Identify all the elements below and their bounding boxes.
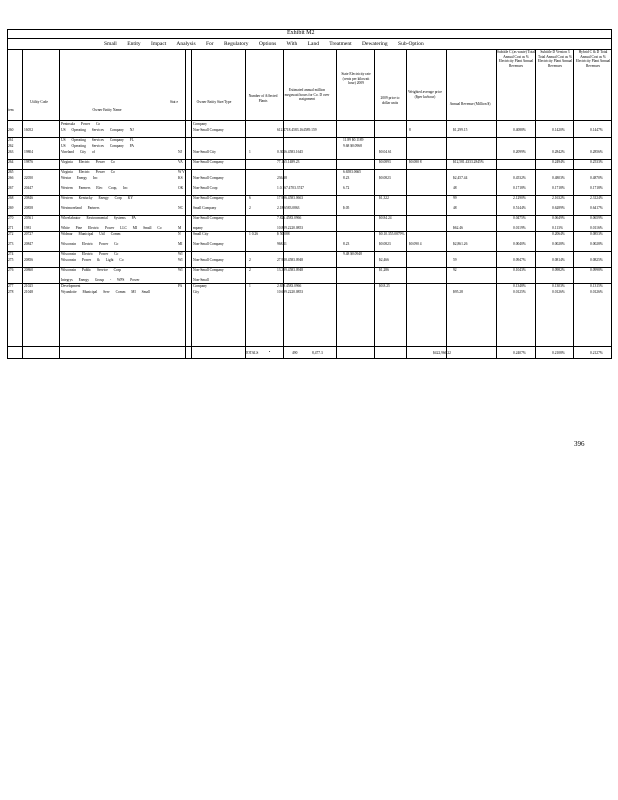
column-divider [245, 49, 246, 359]
table-cell-d: 0.6289% [552, 206, 565, 210]
table-cell-name: US Operating Services Company FL [61, 138, 134, 142]
table-cell-plants: 1 [249, 284, 251, 288]
table-cell-d: 0.0028% [552, 242, 565, 246]
table-cell-size: Non-Small Company [193, 242, 224, 246]
table-cell-h: 2.3124% [590, 196, 603, 200]
col-header-item: Item [7, 108, 14, 112]
table-cell-d: 0.0649% [552, 216, 565, 220]
table-cell-code: 20846 [24, 196, 33, 200]
table-cell-size: Non-Small Coop [193, 186, 218, 190]
column-divider [59, 49, 60, 359]
table-cell-c: 0.2099% [513, 150, 526, 154]
table-cell-size: mpany [193, 226, 203, 230]
table-cell-c: 0.1348% [513, 284, 526, 288]
table-cell-plants: 6 [249, 196, 251, 200]
table-cell-h: 0.6417% [590, 206, 603, 210]
table-cell-plants: 2 [249, 206, 251, 210]
column-divider [573, 49, 574, 359]
table-cell-item: 273 [8, 242, 14, 246]
table-cell-rev: $2,457.44 [453, 176, 468, 180]
table-cell-name: White Pine Electric Power LLC MI Small Co [61, 226, 162, 230]
col-header-hybrid: Hybrid C & D Total Annual Cost as % Electricity Plant Annual Revenues [575, 50, 611, 68]
table-cell-h: 0.1447% [590, 128, 603, 132]
totals-subtitle-c: 0.2407% [513, 351, 526, 355]
table-cell-rev: 99 [453, 196, 457, 200]
table-cell-item: 271 [8, 226, 14, 230]
table-cell-rate: 9.48 $0.0948 [343, 252, 362, 256]
col-header-weighted-price: Weighted average price ($per kwhour) [408, 90, 442, 99]
table-cell-d: 0.2494% [552, 160, 565, 164]
table-cell-name: Westmoreland Partners [61, 206, 100, 210]
column-divider [336, 49, 337, 359]
table-cell-code: 21048 [24, 290, 33, 294]
table-cell-name: Wisconsin Electric Power Co [61, 252, 119, 256]
table-cell-price: $0.84.24 [379, 216, 392, 220]
table-cell-mwh: 27.918.4583.0948 [277, 258, 304, 262]
table-cell-d: 0.0982% [552, 268, 565, 272]
column-divider [374, 49, 375, 359]
table-cell-d: 0.1718% [552, 186, 565, 190]
table-cell-mwh: 17.996.4583.0663 [277, 196, 304, 200]
table-cell-item: 276 [8, 268, 14, 272]
table-cell-state: PA [178, 284, 183, 288]
col-header-owner-entity-name: Owner Entity Name [92, 108, 122, 112]
col-header-subtitle-c: Subtitle C (as waste) Total Annual Cost as % Electricity Plant Annual Revenues [497, 50, 536, 68]
table-cell-wavg: $0.080 8 [409, 160, 422, 164]
table-cell-code: 22050 [24, 176, 33, 180]
table-cell-item: 263 [8, 150, 14, 154]
col-header-number-plants: Number of Affected Plants [248, 94, 278, 103]
table-cell-c: 0.4532% [513, 176, 526, 180]
col-header-state: Stat e [169, 100, 179, 104]
exhibit-label: Exhibit M2 [287, 30, 315, 36]
table-cell-rev: $1,299.15 [453, 128, 468, 132]
column-divider [446, 49, 447, 359]
table-cell-item: 274 [8, 252, 14, 256]
table-cell-code: 20847 [24, 242, 33, 246]
col-header-estimated-mwh: Estimated annual million megawatt hours for Co. D over assignment [284, 88, 330, 102]
table-cell-mwh: 2.659.4583.0966 [277, 284, 302, 288]
table-cell-price: $0.10.355.0879% [379, 232, 405, 236]
table-cell-mwh: 968.11 [277, 242, 287, 246]
table-cell-rev: $62.46 [453, 226, 463, 230]
table-cell-price: $0.0823 [379, 176, 391, 180]
table-cell-c: 0.0119% [513, 226, 526, 230]
table-cell-size: Non-Small Company [193, 216, 224, 220]
table-cell-code: 20447 [24, 186, 33, 190]
table-cell-h: 0.1315% [590, 284, 603, 288]
table-cell-h: 0.0998% [590, 268, 603, 272]
table-cell-h: 0.2533% [590, 160, 603, 164]
totals-top-rule [7, 346, 611, 347]
table-cell-code: 21025 [24, 284, 33, 288]
table-cell-mwh: 0.3016.4583.1645 [277, 150, 304, 154]
table-cell-price: $2,466 [379, 258, 389, 262]
table-cell-code: 20858 [24, 206, 33, 210]
table-cell-name: Western Kentucky Energy Corp KY [61, 196, 133, 200]
table-cell-mwh: 612.4718.4583.164589.159 [277, 128, 317, 132]
table-cell-name: Widmar Municipal Util Comm [61, 232, 121, 236]
table-cell-price: $0.8.25 [379, 284, 390, 288]
table-cell-code: 16052 [24, 128, 33, 132]
table-cell-rate: 8.23 [343, 242, 350, 246]
table-cell-rev: $12,581.4333.2845% [453, 160, 484, 164]
table-cell-d: 0.1303% [552, 284, 565, 288]
table-cell-plants: 1 0.26 [249, 232, 258, 236]
table-cell-c: 0.0125% [513, 290, 526, 294]
table-cell-item: 262 [8, 144, 14, 148]
col-header-annual-revenue: Annual Revenue (Million $) [449, 102, 491, 106]
table-cell-item: 272 [8, 232, 14, 236]
table-cell-h: 0.0853% [590, 232, 603, 236]
table-cell-plants: 2 [249, 258, 251, 262]
totals-bottom-rule [7, 358, 611, 359]
table-cell-h: 0.0825% [590, 258, 603, 262]
table-cell-d: 0.0126% [552, 290, 565, 294]
table-cell-item: 265 [8, 170, 14, 174]
table-cell-c: 0.1043% [513, 268, 526, 272]
table-cell-c: 0.5144% [513, 206, 526, 210]
column-header-bottom-rule [7, 120, 611, 121]
table-cell-c: 2.1290% [513, 196, 526, 200]
table-cell-name: Wisconsin Public Service Corp [61, 268, 121, 272]
table-cell-mwh: 13.399.4583.0948 [277, 268, 304, 272]
table-cell-size: Non-Small [193, 278, 209, 282]
table-cell-name: Wheelabrator Environmental Systems PA [61, 216, 136, 220]
col-header-state-rate: State Electricity rate (cents per kilowatt hour) 2009 [341, 72, 371, 86]
table-cell-name: Peninsula Power Co [61, 122, 101, 126]
table-cell-name: Westar Energy Inc [61, 176, 98, 180]
table-cell-item: 261 [8, 138, 14, 142]
totals-subtitle-d: 0.2108% [552, 351, 565, 355]
totals-label: TOTALS [245, 351, 259, 355]
table-cell-size: Small City [193, 232, 209, 236]
table-cell-item: 270 [8, 216, 14, 220]
table-cell-state: NC [178, 206, 183, 210]
column-divider [191, 49, 192, 359]
table-cell-item: 278 [8, 290, 14, 294]
table-cell-rev: 92 [453, 268, 457, 272]
table-cell-item: 267 [8, 186, 14, 190]
table-cell-item: 260 [8, 128, 14, 132]
table-cell-rate: 8.23 [343, 176, 350, 180]
table-cell-state: WI [178, 258, 183, 262]
totals-mwh: 8,477.3 [312, 351, 323, 355]
table-cell-rev: $2,861.26 [453, 242, 468, 246]
table-cell-state: M [178, 226, 182, 230]
table-cell-state: OK [178, 186, 184, 190]
table-cell-price: $0.0823 [379, 242, 391, 246]
table-cell-rev: 48 [453, 186, 457, 190]
table-cell-rate: 9.68 $0.0968 [343, 144, 362, 148]
table-cell-item: 268 [8, 196, 14, 200]
table-cell-c: 0.0947% [513, 258, 526, 262]
column-divider [611, 29, 612, 359]
table-cell-price: $0.0893 [379, 160, 391, 164]
table-cell-wavg: 8 [409, 128, 411, 132]
table-cell-price: $0.04.61 [379, 150, 392, 154]
document-title: Small Entity Impact Analysis For Regulatory Options With Land Treatment Dewatering Sub-Option [104, 41, 424, 47]
column-divider [185, 49, 186, 359]
table-cell-code: 20561 [24, 216, 33, 220]
table-cell-mwh: 1.0.167.4703.3747 [277, 186, 304, 190]
column-divider [535, 49, 536, 359]
table-cell-h: 0.0116% [590, 226, 603, 230]
table-cell-h: 0.4870% [590, 176, 603, 180]
table-cell-mwh: 10.809.2220.0853 [277, 226, 304, 230]
table-cell-state: NJ [178, 150, 182, 154]
table-cell-rev: $95.28 [453, 290, 463, 294]
table-cell-item: 275 [8, 258, 14, 262]
totals-bullet: • [269, 350, 271, 354]
table-cell-price: $1,322 [379, 196, 389, 200]
table-cell-rate: 6.6583.0665 [343, 170, 361, 174]
table-cell-price: $1,286 [379, 268, 389, 272]
table-cell-name: Wisconsin Electric Power Co [61, 242, 119, 246]
table-cell-d: 0.0814% [552, 258, 565, 262]
table-cell-name: Vineland City of [61, 150, 95, 154]
col-header-price-dollar: 2009 price to dollar units [380, 96, 400, 105]
table-cell-size: Non-Small Company [193, 160, 224, 164]
table-cell-c: 0.4088% [513, 128, 526, 132]
table-cell-size: City [193, 290, 200, 294]
table-cell-state: MI [178, 242, 183, 246]
table-cell-item: 277 [8, 284, 14, 288]
table-cell-name: Development [61, 284, 81, 288]
table-cell-d: 0.113% [552, 226, 563, 230]
table-cell-d: 0.2064% [552, 232, 565, 236]
table-cell-state: VA [178, 160, 183, 164]
table-cell-h: 0.0028% [590, 242, 603, 246]
table-cell-size: Company [193, 284, 207, 288]
table-cell-size: Non-Small Company [193, 176, 224, 180]
table-cell-code: 19876 [24, 160, 33, 164]
table-cell-code: 20727 [24, 232, 33, 236]
table-cell-h: 0.2856% [590, 150, 603, 154]
table-cell-d: 0.1420% [552, 128, 565, 132]
table-cell-code: 20856 [24, 258, 33, 262]
col-header-owner-size-type: Owner Entity Size/Type [196, 100, 232, 104]
table-cell-h: 0.0126% [590, 290, 603, 294]
title-rule [7, 38, 611, 39]
table-cell-size: Non-Small Company [193, 268, 224, 272]
table-cell-size: Non-Small Company [193, 128, 224, 132]
table-cell-size: Small Company [193, 206, 217, 210]
table-cell-name: US Operating Services Company NJ [61, 128, 134, 132]
table-cell-plants: 2 [249, 268, 251, 272]
table-cell-h: 0.0659% [590, 216, 603, 220]
column-divider [22, 49, 23, 359]
table-cell-name: Wyandotte Municipal Serv Comm MI Small [61, 290, 150, 294]
table-cell-item: 269 [8, 206, 14, 210]
table-cell-rev: 48 [453, 206, 457, 210]
table-cell-name: Wisconsin Power & Light Co [61, 258, 124, 262]
page-number: 396 [574, 440, 585, 448]
table-cell-state: WI [178, 268, 183, 272]
table-cell-name: Virginia Electric Power Co [61, 160, 115, 164]
table-cell-rate: 6.72 [343, 186, 350, 190]
table-cell-size: Non-Small Company [193, 258, 224, 262]
col-header-subtitle-d: Subtitle D Version 3 Total Annual Cost as % Electricity Plant Annual Revenues [537, 50, 573, 68]
column-divider [7, 29, 8, 359]
table-cell-state: KS [178, 176, 183, 180]
table-cell-mwh: $ 50.088 [277, 232, 290, 236]
table-cell-d: 2.1632% [552, 196, 565, 200]
table-cell-mwh: 10.699.2220.0853 [277, 290, 304, 294]
table-cell-state: N [178, 232, 181, 236]
totals-revenue: $422,966.22 [433, 351, 451, 355]
table-cell-c: 0.0040% [513, 242, 526, 246]
top-rule [7, 29, 611, 30]
table-cell-wavg: $0.090 4 [409, 242, 422, 246]
table-cell-state: WI [178, 252, 183, 256]
table-cell-size: Non-Small Company [193, 196, 224, 200]
table-cell-mwh: 77.165.1489.23 [277, 160, 300, 164]
table-cell-rate: $.05 [343, 206, 350, 210]
table-cell-mwh: 236.38 [277, 176, 287, 180]
table-cell-size: Non-Small City [193, 150, 216, 154]
totals-plants: 490 [292, 351, 298, 355]
table-cell-code: 20860 [24, 268, 33, 272]
table-cell-size: Company [193, 122, 207, 126]
table-cell-name: Western Farmers Elec Coop, Inc [61, 186, 128, 190]
table-cell-code: 19804 [24, 150, 33, 154]
table-cell-mwh: 2.18.6583.0863 [277, 206, 300, 210]
table-cell-state: W V [178, 170, 185, 174]
table-cell-d: 0.2842% [552, 150, 565, 154]
col-header-utility-code: Utility Code [30, 100, 48, 104]
table-cell-rate: 11.89 $0.1189 [343, 138, 364, 142]
table-cell-name: Integrys Energy Group - WPS Power [61, 278, 140, 282]
table-cell-item: 264 [8, 160, 14, 164]
table-cell-c: 0.0475% [513, 216, 526, 220]
column-divider [496, 49, 497, 359]
table-cell-plants: 1 [249, 150, 251, 154]
table-cell-rev: 59 [453, 258, 457, 262]
table-cell-h: 0.1718% [590, 186, 603, 190]
table-cell-mwh: 7.826.4583.0966 [277, 216, 302, 220]
table-cell-name: US Operating Services Company PA [61, 144, 134, 148]
table-cell-c: 0.1718% [513, 186, 526, 190]
table-cell-item: 266 [8, 176, 14, 180]
totals-hybrid: 0.2127% [590, 351, 603, 355]
table-cell-d: 0.4803% [552, 176, 565, 180]
table-cell-name: Virginia Electric Power Co [61, 170, 115, 174]
table-cell-code: 1981 [24, 226, 32, 230]
